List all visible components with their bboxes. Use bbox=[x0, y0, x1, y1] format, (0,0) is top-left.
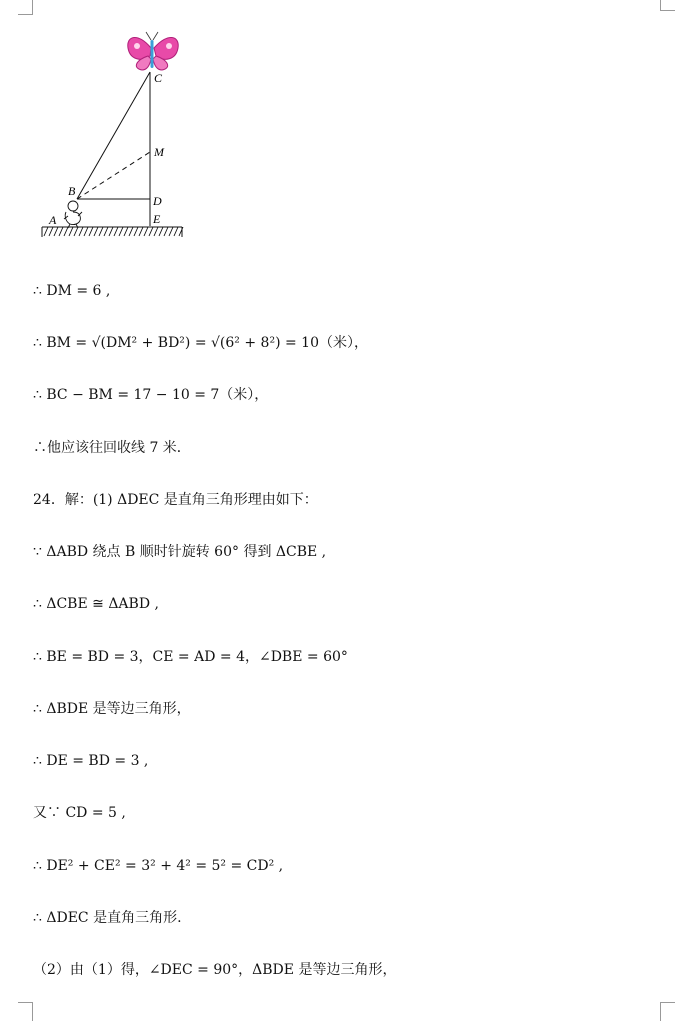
hatch-mark bbox=[159, 227, 163, 236]
hatch-mark bbox=[124, 227, 128, 236]
label-b: B bbox=[68, 184, 76, 198]
hatch-mark bbox=[129, 227, 133, 236]
label-c: C bbox=[154, 71, 163, 85]
solution-line: 24．解：(1) ΔDEC 是直角三角形理由如下： bbox=[33, 492, 318, 508]
solution-line: ∴ ΔCBE ≅ ΔABD , bbox=[33, 596, 159, 612]
crop-mark-bottom-left bbox=[18, 1002, 33, 1021]
label-e: E bbox=[153, 212, 161, 226]
label-a: A bbox=[49, 213, 57, 227]
solution-line: ∴ BC − BM = 17 − 10 = 7（米）， bbox=[33, 387, 269, 403]
solution-line: ∴ ΔDEC 是直角三角形. bbox=[33, 910, 182, 926]
label-d: D bbox=[153, 194, 162, 208]
label-m: M bbox=[154, 145, 164, 159]
solution-line: ∴ ΔBDE 是等边三角形， bbox=[33, 701, 191, 717]
person-icon bbox=[64, 201, 82, 228]
solution-line: ∴ DE = BD = 3 , bbox=[33, 753, 149, 769]
solution-line: ∴他应该往回收线 7 米． bbox=[33, 440, 191, 456]
crop-mark-bottom-right bbox=[660, 1002, 675, 1021]
hatch-mark bbox=[149, 227, 153, 236]
solution-line: ∴ BM = √(DM² + BD²) = √(6² + 8²) = 10（米）， bbox=[33, 335, 368, 351]
line-bc bbox=[77, 72, 150, 199]
hatch-mark bbox=[109, 227, 113, 236]
hatch-mark bbox=[64, 227, 68, 236]
hatch-mark bbox=[54, 227, 58, 236]
hatch-mark bbox=[49, 227, 53, 236]
hatch-mark bbox=[174, 227, 178, 236]
hatch-mark bbox=[134, 227, 138, 236]
solution-line: ∴ DE² + CE² = 3² + 4² = 5² = CD² , bbox=[33, 858, 284, 874]
hatch-mark bbox=[69, 227, 73, 236]
hatch-mark bbox=[44, 227, 48, 236]
hatch-mark bbox=[89, 227, 93, 236]
hatch-mark bbox=[169, 227, 173, 236]
hatch-mark bbox=[79, 227, 83, 236]
hatch-mark bbox=[84, 227, 88, 236]
crop-mark-top-left bbox=[18, 0, 33, 15]
kite-geometry-figure bbox=[30, 26, 200, 246]
hatch-mark bbox=[144, 227, 148, 236]
hatch-mark bbox=[59, 227, 63, 236]
hatch-mark bbox=[114, 227, 118, 236]
line-bm-dashed bbox=[77, 152, 150, 199]
solution-line: ∴ DM = 6 , bbox=[33, 283, 111, 299]
hatch-mark bbox=[154, 227, 158, 236]
hatch-mark bbox=[99, 227, 103, 236]
solution-line: ∵ ΔABD 绕点 B 顺时针旋转 60° 得到 ΔCBE , bbox=[33, 544, 327, 560]
hatch-mark bbox=[104, 227, 108, 236]
butterfly-icon bbox=[128, 32, 178, 70]
solution-line: （2）由（1）得，∠DEC = 90°，ΔBDE 是等边三角形， bbox=[33, 962, 397, 978]
hatch-mark bbox=[164, 227, 168, 236]
crop-mark-top-right bbox=[660, 0, 675, 11]
hatch-mark bbox=[139, 227, 143, 236]
solution-line: 又∵ CD = 5 , bbox=[33, 805, 126, 821]
hatch-mark bbox=[119, 227, 123, 236]
solution-line: ∴ BE = BD = 3，CE = AD = 4，∠DBE = 60° bbox=[33, 649, 348, 665]
hatch-mark bbox=[94, 227, 98, 236]
hatch-mark bbox=[74, 227, 78, 236]
